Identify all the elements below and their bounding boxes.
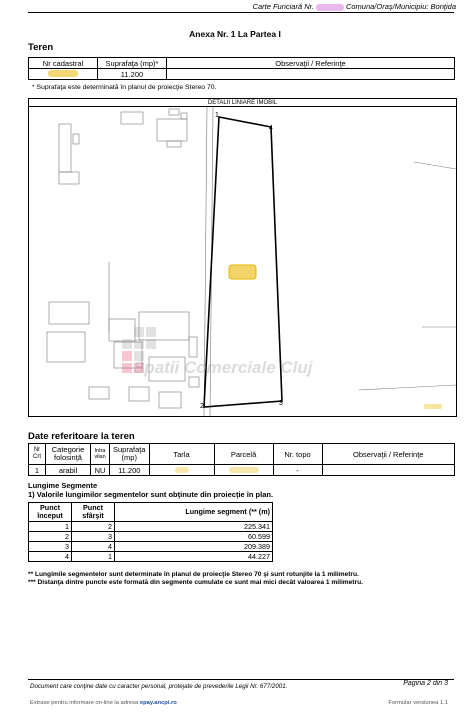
col-suprafata-mp: Suprafaţa (mp) <box>110 444 150 465</box>
map-drawing <box>29 107 456 416</box>
col-nr-crt: Nr Crt <box>29 444 46 465</box>
row-observatii <box>322 465 454 476</box>
row-nr-topo: - <box>273 465 322 476</box>
seg-end: 1 <box>72 552 115 562</box>
anexa-title: Anexa Nr. 1 La Partea I <box>189 29 281 39</box>
col-observatii-ref: Observaţii / Referinţe <box>322 444 454 465</box>
seg-end: 4 <box>72 542 115 552</box>
footer-legal: Document care conţine date cu caracter personal, protejate de prevederile Legii Nr. 677/2001. <box>30 683 288 690</box>
seg-end: 2 <box>72 522 115 532</box>
col-punct-sfarsit: Punct sfârşit <box>72 503 115 522</box>
col-lungime: Lungime segment (** (m) <box>115 503 273 522</box>
table-row <box>29 552 273 562</box>
row-categorie: arabil <box>46 465 91 476</box>
seg-len: 209.389 <box>115 542 273 552</box>
header-divider <box>28 12 454 13</box>
point-label-1: 1 <box>215 112 219 119</box>
suprafata-value: 11.200 <box>98 69 167 80</box>
seg-start: 3 <box>29 542 72 552</box>
seg-start: 1 <box>29 522 72 532</box>
parcel-map <box>28 106 457 417</box>
date-ref-title: Date referitoare la teren <box>28 431 135 442</box>
watermark-text: Spatii Comerciale Cluj <box>133 358 313 377</box>
col-nr-cadastral: Nr cadastral <box>29 58 98 69</box>
col-parcela: Parcelă <box>214 444 273 465</box>
carte-prefix: Carte Funciară Nr. <box>252 2 314 11</box>
col-tarla: Tarla <box>149 444 214 465</box>
table-row <box>29 542 273 552</box>
col-observatii: Observaţii / Referinţe <box>167 58 455 69</box>
carte-funciara-header <box>253 2 456 11</box>
point-label-2: 2 <box>200 403 204 410</box>
row-intravilan: NU <box>91 465 110 476</box>
segmente-subtitle: 1) Valorile lungimilor segmentelor sunt obţinute din proiecţie în plan. <box>28 490 274 499</box>
seg-len: 225.341 <box>115 522 273 532</box>
footer-page: Pagina 2 din 3 <box>403 680 448 687</box>
col-categorie: Categorie folosinţă <box>46 444 91 465</box>
segmente-title: Lungime Segmente <box>28 481 98 490</box>
table-row <box>29 522 273 532</box>
observatii-value <box>167 69 455 80</box>
footer-extract <box>30 700 177 706</box>
seg-len: 44.227 <box>115 552 273 562</box>
teren-title: Teren <box>28 42 54 53</box>
col-punct-inceput: Punct început <box>29 503 72 522</box>
redacted-parcela <box>229 467 259 473</box>
map-title: DETALII LINIARE IMOBIL <box>28 98 457 107</box>
redacted-number <box>316 4 344 11</box>
point-label-4: 4 <box>269 125 273 132</box>
seg-start: 2 <box>29 532 72 542</box>
col-suprafata: Suprafaţa (mp)* <box>98 58 167 69</box>
row-parcela <box>214 465 273 476</box>
segmente-table <box>28 502 273 562</box>
col-intravilan: Intra vilan <box>91 444 110 465</box>
teren-table <box>28 57 455 80</box>
redacted-cadastral <box>48 70 78 77</box>
seg-len: 60.599 <box>115 532 273 542</box>
date-ref-table <box>28 443 455 476</box>
row-tarla <box>149 465 214 476</box>
row-nr: 1 <box>29 465 46 476</box>
footer-extract-link[interactable]: epay.ancpi.ro <box>139 700 177 706</box>
carte-suffix: Comuna/Oraş/Municipiu: Bonţida <box>345 2 456 11</box>
redacted-tarla <box>175 467 189 473</box>
footer-extract-prefix: Extrase pentru informare on-line la adresa <box>30 700 139 706</box>
segmente-note-2: *** Distanţa dintre puncte este formată din segmente cumulate ce sunt mai mici decât valoarea 1 milimetru. <box>28 579 363 586</box>
seg-start: 4 <box>29 552 72 562</box>
teren-note: * Suprafaţa este determinată în planul de proiecţie Stereo 70. <box>32 84 217 91</box>
seg-end: 3 <box>72 532 115 542</box>
row-suprafata: 11.200 <box>110 465 150 476</box>
point-label-3: 3 <box>279 400 283 407</box>
segmente-note-1: ** Lungimile segmentelor sunt determinate în planul de proiecţie Stereo 70 şi sunt rotunjite la 1 milimetru. <box>28 571 359 578</box>
footer-divider <box>28 679 454 680</box>
table-row <box>29 532 273 542</box>
footer-version: Formular versiunea 1.1 <box>388 700 448 706</box>
parcel-label-redacted <box>229 265 256 279</box>
col-nr-topo: Nr. topo <box>273 444 322 465</box>
nr-cadastral-value <box>29 69 98 80</box>
